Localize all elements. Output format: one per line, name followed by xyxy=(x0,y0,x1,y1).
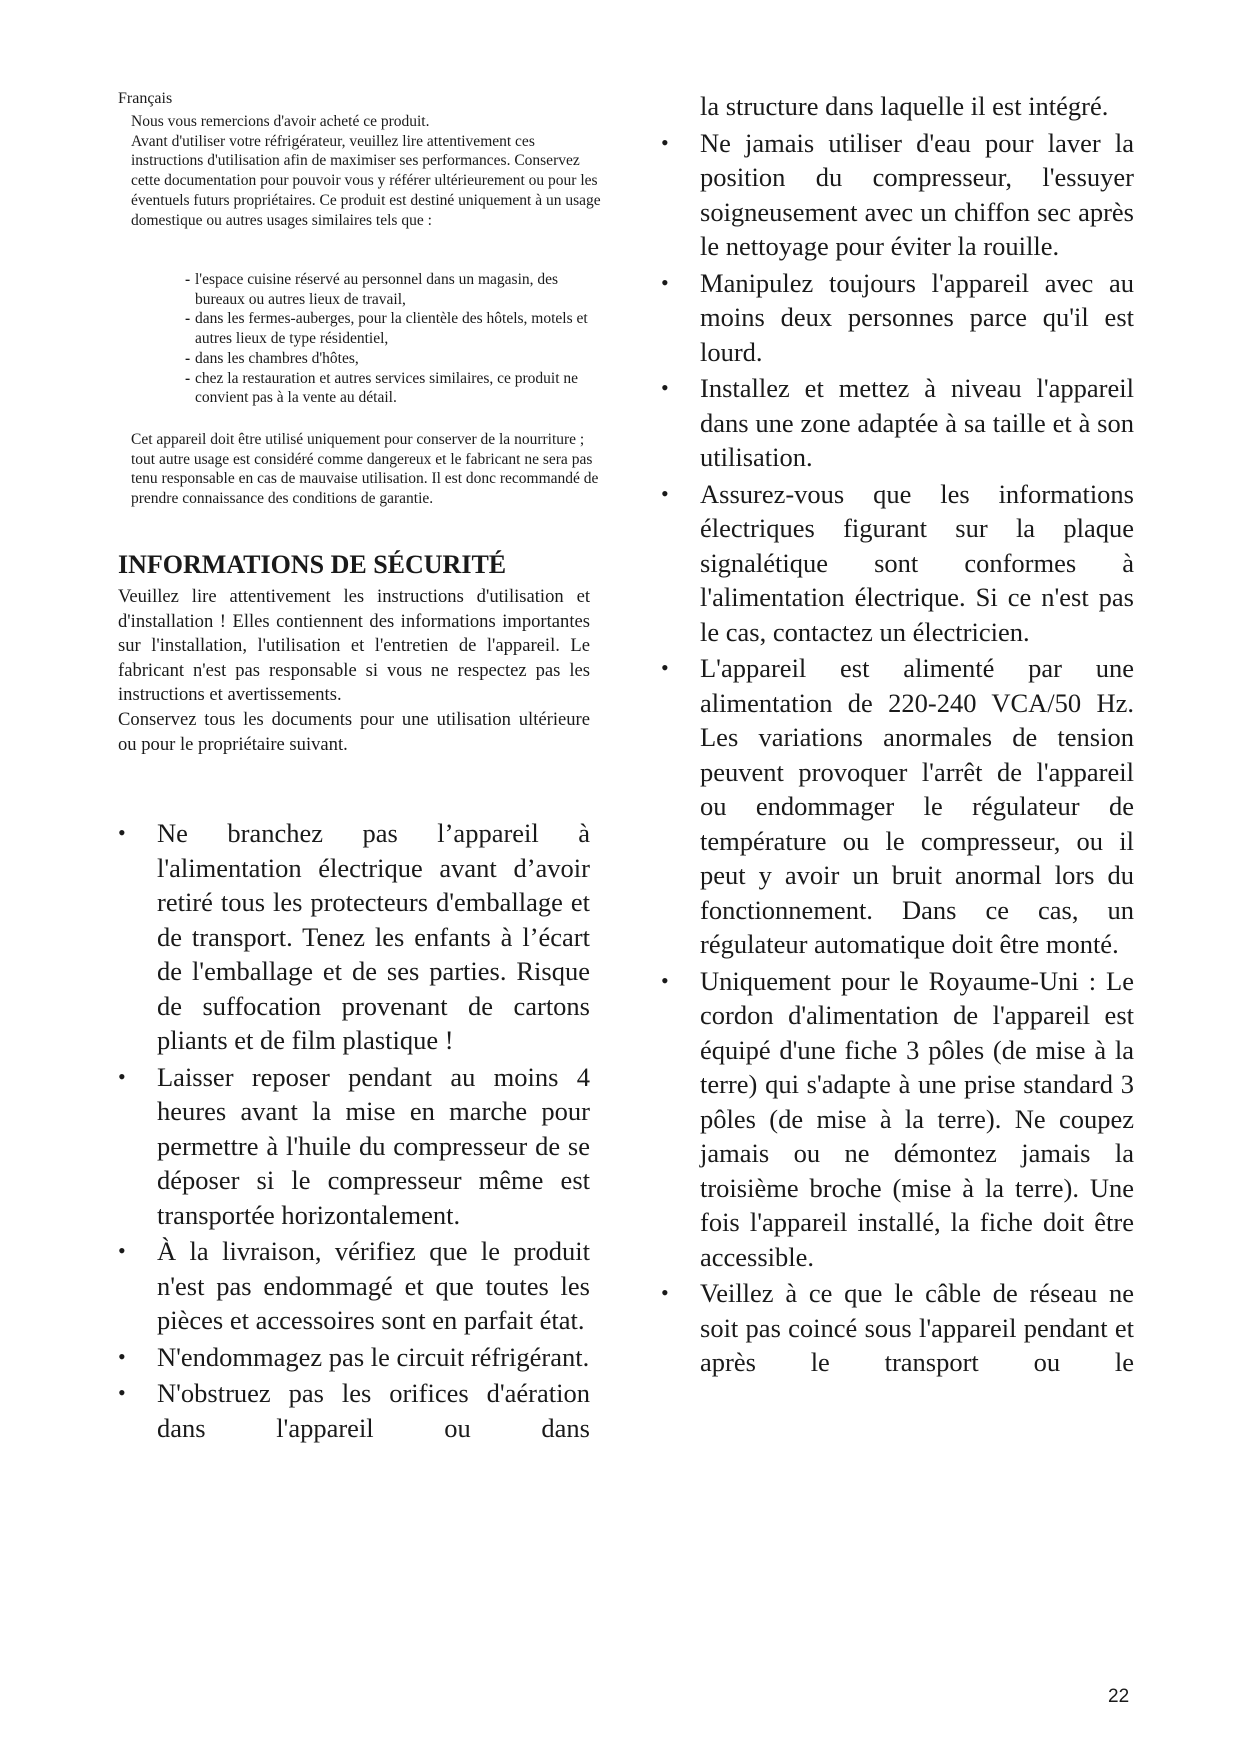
usage-item: - l'espace cuisine réservé au personnel dans un magasin, des bureaux ou autres lieux de travail, xyxy=(185,270,605,309)
safety-bullet: • N'endommagez pas le circuit réfrigérant. xyxy=(118,1340,590,1375)
usage-list xyxy=(185,270,605,408)
safety-bullet: • À la livraison, vérifiez que le produit n'est pas endommagé et que toutes les pièces et accessoires sont en parfait état. xyxy=(118,1234,590,1338)
language-label: Français xyxy=(118,90,173,107)
safety-intro xyxy=(118,585,590,757)
safety-bullet: • Ne branchez pas l’appareil à l'alimentation électrique avant d’avoir retiré tous les protecteurs d'emballage et de transport. Tenez les enfants à l’écart de l'emballage et de ses parties. Risque de suffocation provenant de cartons pliants et de film plastique ! xyxy=(118,816,590,1058)
safety-bullet: • Veillez à ce que le câble de réseau ne soit pas coincé sous l'appareil pendant et après le transport ou le xyxy=(661,1276,1134,1380)
intro-line: Nous vous remercions d'avoir acheté ce produit. xyxy=(131,113,430,130)
safety-bullet: • Ne jamais utiliser d'eau pour laver la position du compresseur, l'essuyer soigneusement avec un chiffon sec après le nettoyage pour éviter la rouille. xyxy=(661,126,1134,264)
usage-item: - dans les chambres d'hôtes, xyxy=(185,349,605,369)
safety-bullet: • N'obstruez pas les orifices d'aération dans l'appareil ou dans xyxy=(118,1376,590,1445)
safety-bullets-left xyxy=(118,816,590,1447)
safety-intro-paragraph: Conservez tous les documents pour une utilisation ultérieure ou pour le propriétaire suivant. xyxy=(118,708,590,755)
safety-intro-paragraph: Veuillez lire attentivement les instructions d'utilisation et d'installation ! Elles contiennent des informations importantes sur l'installation, l'utilisation et l'entretien de l'appareil. Le fabricant n'est pas responsable si vous ne respectez pas les instructions et avertissements. xyxy=(118,586,590,706)
page-number: 22 xyxy=(1108,1686,1130,1707)
safety-bullet: • Manipulez toujours l'appareil avec au moins deux personnes parce qu'il est lourd. xyxy=(661,266,1134,370)
safety-bullets-right xyxy=(661,89,1134,1382)
safety-bullet: • Assurez-vous que les informations électriques figurant sur la plaque signalétique sont conformes à l'alimentation électrique. Si ce n'est pas le cas, contactez un électricien. xyxy=(661,477,1134,650)
usage-item: - dans les fermes-auberges, pour la clientèle des hôtels, motels et autres lieux de type résidentiel, xyxy=(185,309,605,348)
usage-warning: Cet appareil doit être utilisé uniquement pour conserver de la nourriture ; tout autre usage est considéré comme dangereux et le fabricant ne sera pas tenu responsable en cas de mauvaise utilisation. Il est donc recommandé de prendre connaissance des conditions de garantie. xyxy=(131,431,599,508)
safety-bullet: • L'appareil est alimenté par une alimentation de 220-240 VCA/50 Hz. Les variations anormales de tension peuvent provoquer l'arrêt de l'appareil ou endommager le régulateur de température ou le compresseur, ou il peut y avoir un bruit anormal lors du fonctionnement. Dans ce cas, un régulateur automatique doit être monté. xyxy=(661,651,1134,962)
safety-bullet-continuation: la structure dans laquelle il est intégré. xyxy=(700,91,1109,121)
safety-bullet: • Installez et mettez à niveau l'appareil dans une zone adaptée à sa taille et à son utilisation. xyxy=(661,371,1134,475)
safety-bullet: • Laisser reposer pendant au moins 4 heures avant la mise en marche pour permettre à l'huile du compresseur de se déposer si le compresseur même est transportée horizontalement. xyxy=(118,1060,590,1233)
usage-item: - chez la restauration et autres services similaires, ce produit ne convient pas à la vente au détail. xyxy=(185,369,605,408)
safety-bullet: • Uniquement pour le Royaume-Uni : Le cordon d'alimentation de l'appareil est équipé d'une fiche 3 pôles (de mise à la terre) qui s'adapte à une prise standard 3 pôles (de mise à la terre). Ne coupez jamais ou ne démontez jamais la troisième broche (mise à la terre). Une fois l'appareil installé, la fiche doit être accessible. xyxy=(661,964,1134,1275)
intro-line: Avant d'utiliser votre réfrigérateur, veuillez lire attentivement ces instructions d'utilisation afin de maximiser ses performances. Conservez cette documentation pour pouvoir vous y référer ultérieurement ou pour les éventuels futurs propriétaires. Ce produit est destiné uniquement à un usage domestique ou autres usages similaires tels que : xyxy=(131,132,601,229)
intro-paragraph xyxy=(131,112,601,230)
safety-heading: INFORMATIONS DE SÉCURITÉ xyxy=(118,550,507,579)
